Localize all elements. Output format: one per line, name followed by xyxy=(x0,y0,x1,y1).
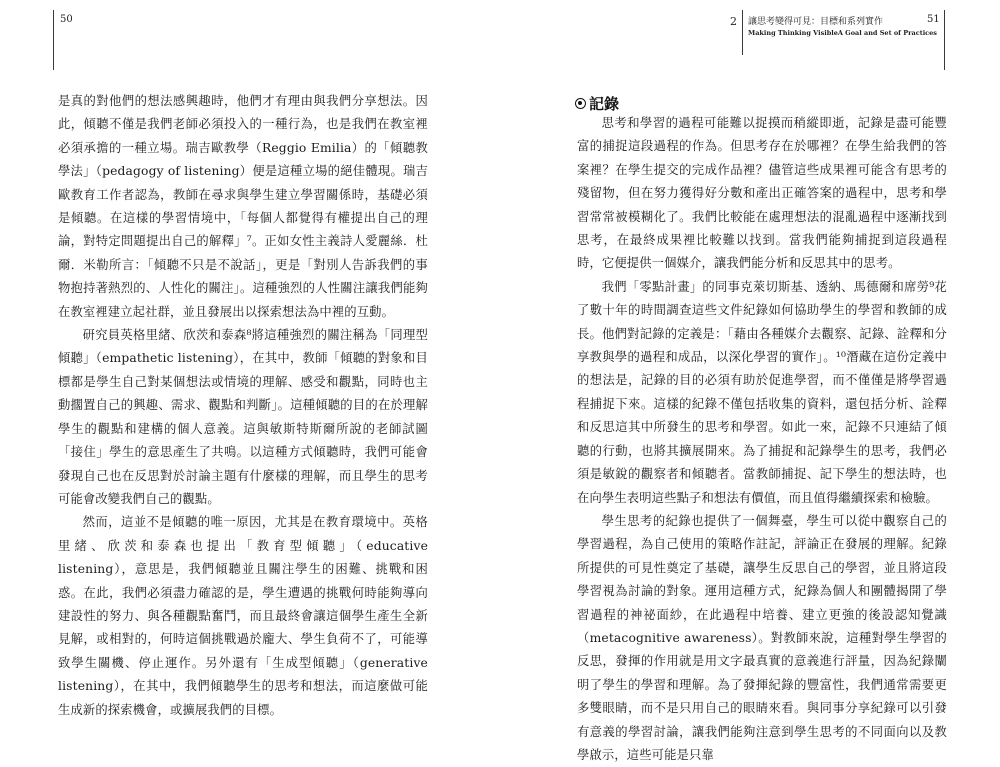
left-paragraph-1: 是真的對他們的想法感興趣時，他們才有理由與我們分享想法。因此，傾聽不僅是我們老師必須投入的一種行為，也是我們在教室裡必須承擔的一種立場。瑞吉歐教學（Reggio Emilia）的「傾聽教學法」（pedagogy of listening）便是這種立場的絕佳體現。瑞吉歐教育工作者認為，教師在尋求與學生建立學習關係時，基礎必須是傾聽。在這樣的學習情境中，「每個人都覺得有權提出自己的理論，對特定問題提出自己的解釋」⁷。正如女性主義詩人愛麗絲．杜爾．米勒所言：「傾聽不只是不說話」，更是「對別人告訴我們的事物抱持著熱烈的、人性化的關注」。這種強烈的人性關注讓我們能夠在教室裡建立起社群，並且發展出以探索想法為中裡的互動。 xyxy=(58,94,428,319)
left-paragraph-2: 研究員英格里緒、欣茨和泰森⁸將這種強烈的關注稱為「同理型傾聽」（empathetic listening），在其中，教師「傾聽的對象和目標都是學生自己對某個想法或情境的理解、感受和觀點，同時也主動擱置自己的興趣、需求、觀點和判斷」。這種傾聽的目的在於理解學生的觀點和建構的個人意義。這與敏斯特斯爾所說的老師試圖「接住」學生的意思產生了共鳴。以這種方式傾聽時，我們可能會發現自己也在反思對於討論主題有什麼樣的理解，而且學生的思考可能會改變我們自己的觀點。 xyxy=(58,328,428,506)
left-paragraph-3: 然而，這並不是傾聽的唯一原因，尤其是在教育環境中。英格里緒、欣茨和泰森也提出「教育型傾聽」（educative listening），意思是，我們傾聽並且關注學生的困難、挑戰和困惑。在此，我們必須盡力確認的是，學生遭遇的挑戰何時能夠導向建設性的努力、與各種觀點奮鬥，而且最終會讓這個學生產生全新見解，或相對的，何時這個挑戰過於龐大、學生負荷不了，可能導致學生關機、停止運作。另外還有「生成型傾聽」（generative listening），在其中，我們傾聽學生的思考和想法，而這麼做可能生成新的探索機會，或擴展我們的目標。 xyxy=(58,515,428,717)
right-page xyxy=(502,0,1000,762)
right-paragraph-3: 學生思考的紀錄也提供了一個舞臺，學生可以從中觀察自己的學習過程，為自己使用的策略作註記，評論正在發展的理解。紀錄所提供的可見性奠定了基礎，讓學生反思自己的學習，並且將這段學習視為討論的對象。運用這種方式，紀錄為個人和團體揭開了學習過程的神祕面紗，在此過程中培養、建立更強的後設認知覺識（metacognitive awareness）。對教師來說，這種對學生學習的反思，發揮的作用就是用文字最真實的意義進行評量，因為紀錄闡明了學生的學習和理解。為了發揮紀錄的豐富性，我們通常需要更多雙眼睛，而不是只用自己的眼睛來看。與同事分享紀錄可以引發有意義的學習討論，讓我們能夠注意到學生思考的不同面向以及教學啟示，這些可能是只靠 xyxy=(577,513,947,762)
section-title: 記錄 xyxy=(589,95,620,113)
left-body-text xyxy=(58,90,428,722)
header-divider-rule xyxy=(742,10,743,55)
right-paragraph-1: 思考和學習的過程可能難以捉摸而稍縱即逝，記錄是盡可能豐富的捕捉這段過程的作為。但思考存在於哪裡？在學生給我們的答案裡？在學生提交的完成作品裡？儘管這些成果裡可能含有思考的殘留物，但在努力獲得好分數和產出正確答案的過程中，思考和學習常常被模糊化了。我們比較能在處理想法的混亂過程中逐漸找到思考，在最終成果裡比較難以找到。當我們能夠捕捉到這段過程時，它便提供一個媒介，讓我們能分析和反思其中的思考。 xyxy=(577,116,947,271)
right-margin-rule xyxy=(944,10,945,70)
running-head-chinese: 讓思考變得可見：目標和系列實作 xyxy=(748,17,884,27)
left-margin-rule xyxy=(53,10,54,70)
right-body-text xyxy=(577,112,947,767)
right-paragraph-2: 我們「零點計畫」的同事克萊切斯基、透納、馬德爾和席勞⁹花了數十年的時間調查這些文件紀錄如何協助學生的學習和教師的成長。他們對記錄的定義是：「藉由各種媒介去觀察、記錄、詮釋和分享教與學的過程和成品，以深化學習的實作」。¹⁰潛藏在這份定義中的想法是，記錄的目的必須有助於促進學習，而不僅僅是將學習過程捕捉下來。這樣的紀錄不僅包括收集的資料，還包括分析、詮釋和反思這其中所發生的思考和學習。如此一來，記錄不只連結了傾聽的行動，也將其擴展開來。為了捕捉和記錄學生的思考，我們必須是敏銳的觀察者和傾聽者。當教師捕捉、記下學生的想法時，也在向學生表明這些點子和想法有價值，而且值得繼續探索和檢驗。 xyxy=(577,279,947,505)
running-head-english: Making Thinking VisibleA Goal and Set of Practices xyxy=(748,29,937,37)
section-heading xyxy=(575,93,619,114)
left-page xyxy=(0,0,498,717)
target-bullet-icon xyxy=(575,98,586,109)
right-page-number: 51 xyxy=(927,14,940,25)
chapter-number: 2 xyxy=(730,15,737,28)
left-page-number: 50 xyxy=(60,14,73,25)
